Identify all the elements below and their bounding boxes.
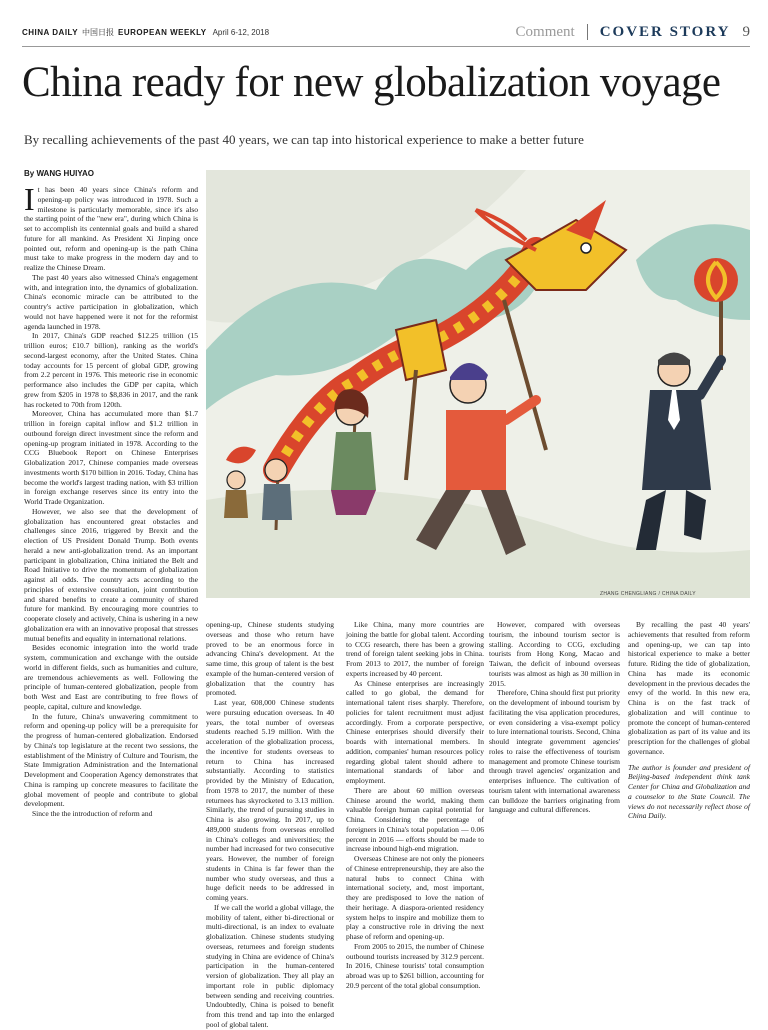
illustration-svg	[206, 170, 750, 598]
paragraph: By recalling the past 40 years' achievements that resulted from reform and opening-up, we can tap into historical experience to make a better future. Riding the tide of globalization, China has made its economic development in the previous decades the envy of the world. In this new era, China is on the fast track of globalization and will continue to promote the concept of human-centered globalization as part of its value and its prescription for the challenges of global governance.	[628, 620, 750, 756]
edition-label: EUROPEAN WEEKLY	[118, 27, 207, 37]
page-header	[22, 20, 750, 44]
author-bio: The author is founder and president of Beijing-based independent think tank Center for China and Globalization and a counselor to the State Council. The views do not necessarily reflect those of China Daily.	[628, 762, 750, 821]
article-column-3	[346, 620, 484, 1020]
illustration-dragon-dance	[206, 170, 750, 598]
article-column-5	[628, 620, 750, 1020]
page-number: 9	[742, 23, 750, 40]
paragraph: There are about 60 million overseas Chinese around the world, making them valuable foreign human capital potential for China. Considering the percentage of foreigners in China's total population — 0.06 percent in 2016 — efforts should be made to increase inbound high-end migration.	[346, 785, 484, 854]
paragraph: In the future, China's unwavering commitment to reform and opening-up policy will be a prerequisite for the progress of human-centered globalization. Endorsed by China's top legislature at the recent two sessions, the establishment of the Ministry of Culture and Tourism, the State Immigration Administration and the International Development and Cooperation Agency demonstrates that China is ramping up concrete measures to facilitate the global movement of people and contribute to global development.	[24, 711, 198, 809]
masthead-brand: CHINA DAILY	[22, 27, 79, 37]
lead-text: t has been 40 years since China's reform and opening-up policy was introduced in 1978. Such a milestone is particularly memorable, since it's also the starting point of the "new era", during which China is set to accomplish its centennial goals and build a shared future for all mankind. As President Xi Jinping once pointed out, reform and opening-up is the path China must take to make progress in the modern day and to realize the Chinese Dream.	[24, 185, 198, 272]
section-header	[516, 20, 750, 44]
paragraph: If we call the world a global village, the mobility of talent, either bi-directional or multi-directional, is an index to evaluate globalization. Chinese students studying overseas, returnees and foreign students studying in China are evidence of China's participation in the human-centered version of globalization. They all play an important role in public diplomacy between sending and receiving countries. Undoubtedly, China is poised to benefit from this trend and tap into the enlarged pool of global talent.	[206, 902, 334, 1029]
paragraph: Besides economic integration into the world trade system, communication and exchange with the outside world in different fields, such as humanities and culture, are tremendous achievements as well. Following the principle of human-centered globalization, people from both West and East are contributing to free flows of people, capital, culture and knowledge.	[24, 643, 198, 711]
paragraph: From 2005 to 2015, the number of Chinese outbound tourists increased by 312.9 percent. In 2016, Chinese tourists' total consumption abroad was up to $261 billion, accounting for 20.9 percent of the total global consumption.	[346, 941, 484, 990]
paragraph: Since the the introduction of reform and	[32, 809, 153, 818]
illustration-credit: ZHANG CHENGLIANG / CHINA DAILY	[600, 591, 696, 597]
article-column-4	[489, 620, 620, 1020]
header-rule	[22, 46, 750, 47]
paragraph: The past 40 years also witnessed China's engagement with, and integration into, the dynamics of globalization. China's economic miracle can be attributed to the country's active participation in globalization, which would not have happened were it not for the reformist agenda launched in 1978.	[24, 272, 198, 331]
paragraph: However, compared with overseas tourism, the inbound tourism sector is stalling. According to CCG, excluding tourists from Hong Kong, Macao and Taiwan, the deficit of inbound overseas tourists was almost as high as 30 million in 2015.	[489, 620, 620, 688]
byline: By WANG HUIYAO	[24, 169, 94, 178]
section-label: Comment	[515, 23, 575, 40]
paragraph: However, we also see that the development of globalization has encountered great obstacles and challenges since 2016, triggered by Brexit and the election of US President Donald Trump. Both events herald a new anti-globalization trend. As an important participant in globalization, China initiated the Belt and Road Initiative to drive the momentum of globalization against all odds. The country acts according to the principles of extensive consultation, joint contribution and shared benefits to create a community of shared future for mankind. By encouraging more countries to cooperate closely and actively, China is ushering in a new globalization era with an innovative proposal that stresses mutual benefits and equality in international relations.	[24, 506, 198, 643]
paragraph: Therefore, China should first put priority on the development of inbound tourism by facilitating the visa application procedures, or even considering a visa-exempt policy to lure international tourists. Second, China should integrate government agencies' roles to raise the effectiveness of tourism management and promote Chinese tourism through travel agencies' organization and enterprises influence. The cultivation of tourism talent with international awareness can bulldoze the barriers originating from language and cultural differences.	[489, 688, 620, 815]
paragraph: opening-up, Chinese students studying overseas and those who return have proved to be an enormous force in advancing China's development. At the same time, this group of talent is the best example of the human-centered version of globalization that the country has promoted.	[206, 620, 334, 698]
lead-paragraph	[24, 181, 198, 273]
section-divider	[587, 24, 588, 40]
paragraph: As Chinese enterprises are increasingly called to go global, the demand for international talent rises sharply. Therefore, policies for talent recruitment must adjust accordingly. From a corporate perspective, Chinese enterprises should diversify their boards with international members. In addition, companies' human resources policy regarding global talent should adhere to international standards of labor and employment.	[346, 678, 484, 785]
article-column-1	[24, 181, 198, 1021]
masthead-brand-chinese: 中国日报	[82, 27, 115, 37]
subheadline: By recalling achievements of the past 40 years, we can tap into historical experience to make a better future	[24, 132, 584, 147]
paragraph: Last year, 608,000 Chinese students were pursuing education overseas. In 40 years, the total number of overseas students reached 5.19 million. With the acceleration of the globalization process, the incentive for students overseas to return to China has increased substantially. According to statistics provided by the Ministry of Education, from 1978 to 2017, the number of these returnees has skyrocketed to 3.13 million. Similarly, the trend of pursuing studies in China is also growing. In 2017, up to 489,000 students from overseas enrolled in China's colleges and universities; the number had increased for two consecutive years. However, the number of foreign students in China is far fewer than the number who study overseas, and thus a huge deficit needs to be addressed in coming years.	[206, 698, 334, 902]
drop-cap: I	[24, 181, 35, 217]
cover-story-label: COVER STORY	[599, 23, 731, 40]
paragraph: In 2017, China's GDP reached $12.25 trillion (15 trillion euros; £10.7 billion), ranking as the world's second-largest economy, after the United States. China today accounts for 15 percent of global GDP, growing from 2.2 percent in 1976. This meteoric rise in economic performance also includes the GDP per capita, which grew from $205 in 1978 to $8,836 in 2017, and the rank has rocketed to 70th from 120th.	[24, 331, 198, 409]
issue-date: April 6-12, 2018	[212, 27, 270, 37]
paragraph: Overseas Chinese are not only the pioneers of Chinese entrepreneurship, they are also the natural hubs to connect China with international society, and, most important, they are predisposed to love the nation of their heritage. A diaspora-oriented residency system helps to inspire and mobilize them to play a constructive role in driving the next phase of reform and opening-up.	[346, 854, 484, 941]
article-column-2	[206, 620, 334, 1029]
headline: China ready for new globalization voyage	[22, 59, 721, 106]
paragraph: Like China, many more countries are joining the battle for global talent. According to CCG research, there has been a growing trend of foreign talent seeking jobs in China. From 2013 to 2017, the number of foreign experts increased by 40 percent.	[346, 620, 484, 678]
paragraph: Moreover, China has accumulated more than $1.7 trillion in foreign capital inflow and $1.2 trillion in outbound foreign direct investment since the reform and opening-up program initiated in 1978. According to the CCG Bluebook Report on Chinese Enterprises Globalization 2017, Chinese companies made overseas investments worth $170 billion in 2016. Today, China has become the world's largest trading nation, with $3 trillion in foreign exchange reserves since its entry into the World Trade Organization.	[24, 409, 198, 506]
